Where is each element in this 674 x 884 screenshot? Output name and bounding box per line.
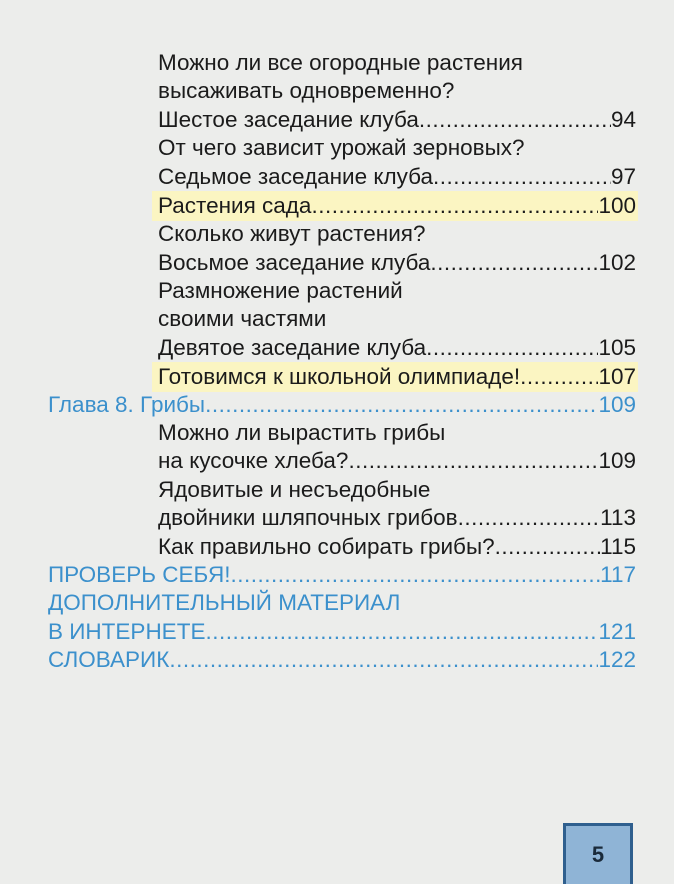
- toc-entry-title: на кусочке хлеба?: [158, 448, 349, 473]
- toc-entry-highlighted[interactable]: [158, 362, 636, 392]
- toc-page-number: 100: [598, 193, 636, 218]
- toc-entry[interactable]: [158, 248, 636, 278]
- toc-section[interactable]: [48, 645, 636, 675]
- toc-entry[interactable]: [158, 48, 636, 78]
- toc-leader-dots: [205, 390, 598, 420]
- toc-entry[interactable]: [158, 304, 636, 334]
- toc-entry[interactable]: [158, 475, 636, 505]
- toc-entry-title: Шестое заседание клуба: [158, 107, 419, 132]
- toc-entry[interactable]: [158, 276, 636, 306]
- toc-section[interactable]: [48, 617, 636, 647]
- toc-entry-title: Девятое заседание клуба: [158, 335, 427, 360]
- toc-entry-title: Можно ли вырастить грибы: [158, 420, 446, 445]
- toc-entry-title: своими частями: [158, 306, 327, 331]
- toc-entry-title: Можно ли все огородные растения: [158, 50, 523, 75]
- toc-page-number: 115: [600, 534, 636, 559]
- toc-leader-dots: [426, 333, 598, 363]
- toc-chapter-title: Глава 8. Грибы: [48, 392, 206, 417]
- toc-entry-title: Седьмое заседание клуба: [158, 164, 433, 189]
- toc-leader-dots: [458, 503, 601, 533]
- toc-leader-dots: [231, 560, 601, 590]
- toc-section[interactable]: [48, 560, 636, 590]
- toc-entry-title: Готовимся к школьной олимпиаде!: [158, 364, 521, 389]
- toc-section-title: ПРОВЕРЬ СЕБЯ!: [48, 562, 231, 587]
- toc-leader-dots: [348, 446, 598, 476]
- toc-entry[interactable]: [158, 532, 636, 562]
- toc-page-number: 102: [598, 250, 636, 275]
- toc-entry[interactable]: [158, 418, 636, 448]
- toc-page-number: 122: [598, 647, 636, 672]
- toc-entry[interactable]: [158, 105, 636, 135]
- toc-section-title: ДОПОЛНИТЕЛЬНЫЙ МАТЕРИАЛ: [48, 590, 401, 615]
- toc-entry[interactable]: [158, 76, 636, 106]
- toc-section-title: В ИНТЕРНЕТЕ: [48, 619, 206, 644]
- toc-entry-highlighted[interactable]: [158, 191, 636, 221]
- toc-entry-title: Как правильно собирать грибы?: [158, 534, 495, 559]
- toc-entry-title: Восьмое заседание клуба: [158, 250, 431, 275]
- toc-page-number: 105: [598, 335, 636, 360]
- toc-leader-dots: [430, 248, 598, 278]
- toc-page-number: 121: [598, 619, 636, 644]
- toc-page-number: 109: [598, 392, 636, 417]
- toc-entry-title: Сколько живут растения?: [158, 221, 426, 246]
- toc-entry[interactable]: [158, 503, 636, 533]
- toc-leader-dots: [520, 362, 598, 392]
- toc-entry-title: двойники шляпочных грибов: [158, 505, 458, 530]
- toc-page-number: 109: [598, 448, 636, 473]
- toc-page-number: 113: [600, 505, 636, 530]
- toc-leader-dots: [205, 617, 598, 647]
- toc-leader-dots: [433, 162, 611, 192]
- toc-leader-dots: [311, 191, 598, 221]
- page-number-box: [563, 823, 633, 884]
- toc-entry[interactable]: [158, 446, 636, 476]
- toc-entry-title: От чего зависит урожай зерновых?: [158, 135, 525, 160]
- toc-section[interactable]: [48, 588, 636, 618]
- toc-entry-title: Размножение растений: [158, 278, 403, 303]
- toc-chapter[interactable]: [48, 390, 636, 420]
- toc-entry-title: высаживать одновременно?: [158, 78, 455, 103]
- toc-page-number: 94: [610, 107, 636, 132]
- toc-leader-dots: [169, 645, 598, 675]
- toc-entry[interactable]: [158, 333, 636, 363]
- toc-entry-title: Растения сада: [158, 193, 312, 218]
- toc-entry[interactable]: [158, 219, 636, 249]
- toc-page-number: 117: [600, 562, 636, 587]
- toc-page-number: 107: [598, 364, 636, 389]
- toc-entry-title: Ядовитые и несъедобные: [158, 477, 431, 502]
- toc-entry[interactable]: [158, 133, 636, 163]
- page-number: 5: [591, 842, 605, 867]
- toc-leader-dots: [495, 532, 600, 562]
- toc-leader-dots: [419, 105, 611, 135]
- toc-page-number: 97: [610, 164, 636, 189]
- toc-entry[interactable]: [158, 162, 636, 192]
- toc-section-title: СЛОВАРИК: [48, 647, 170, 672]
